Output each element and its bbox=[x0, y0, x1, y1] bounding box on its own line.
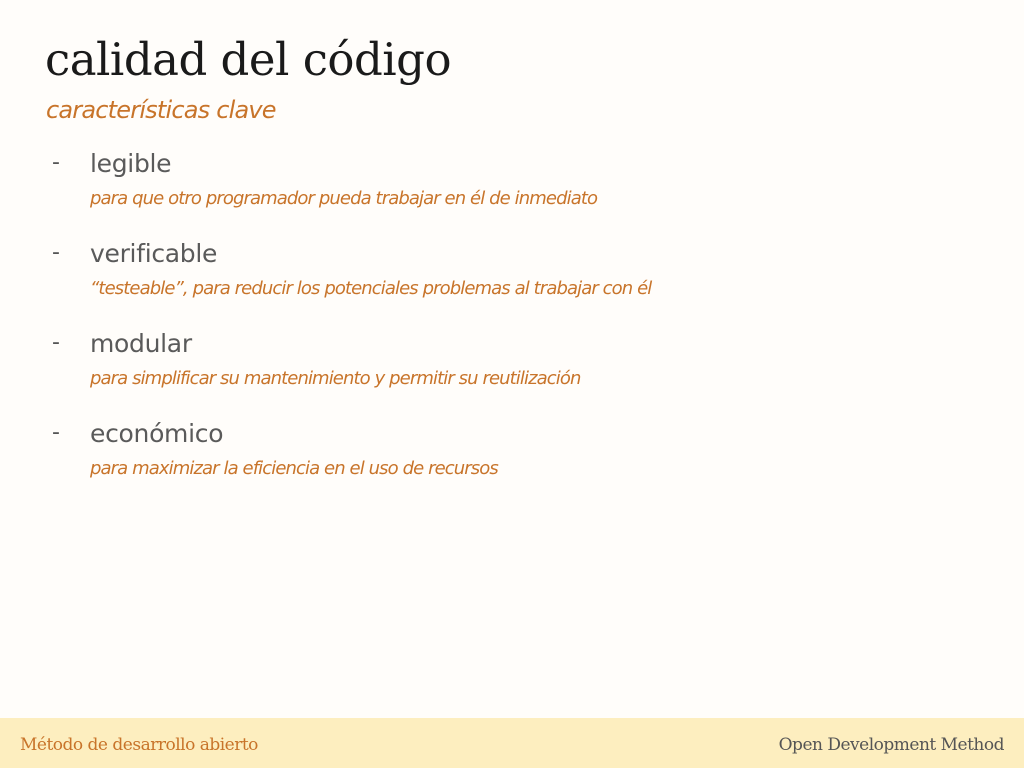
feature-list bbox=[52, 146, 972, 506]
item-title: económico bbox=[90, 419, 224, 448]
list-item bbox=[52, 146, 972, 236]
list-item bbox=[52, 416, 972, 506]
item-description: para simplificar su mantenimiento y permitir su reutilización bbox=[90, 368, 581, 389]
bullet-dash: - bbox=[52, 420, 60, 445]
item-description: para maximizar la eficiencia en el uso de recursos bbox=[90, 458, 498, 479]
footer-title-english: Open Development Method bbox=[778, 735, 1004, 755]
item-description: “testeable”, para reducir los potenciales problemas al trabajar con él bbox=[90, 278, 652, 299]
item-title: legible bbox=[90, 149, 172, 178]
item-description: para que otro programador pueda trabajar en él de inmediato bbox=[90, 188, 598, 209]
slide-subtitle: características clave bbox=[46, 96, 276, 124]
footer-title-spanish: Método de desarrollo abierto bbox=[20, 735, 258, 755]
bullet-dash: - bbox=[52, 330, 60, 355]
list-item bbox=[52, 236, 972, 326]
item-title: modular bbox=[90, 329, 192, 358]
item-title: verificable bbox=[90, 239, 218, 268]
slide-title: calidad del código bbox=[45, 33, 452, 86]
bullet-dash: - bbox=[52, 150, 60, 175]
list-item bbox=[52, 326, 972, 416]
footer-bar bbox=[0, 718, 1024, 768]
bullet-dash: - bbox=[52, 240, 60, 265]
